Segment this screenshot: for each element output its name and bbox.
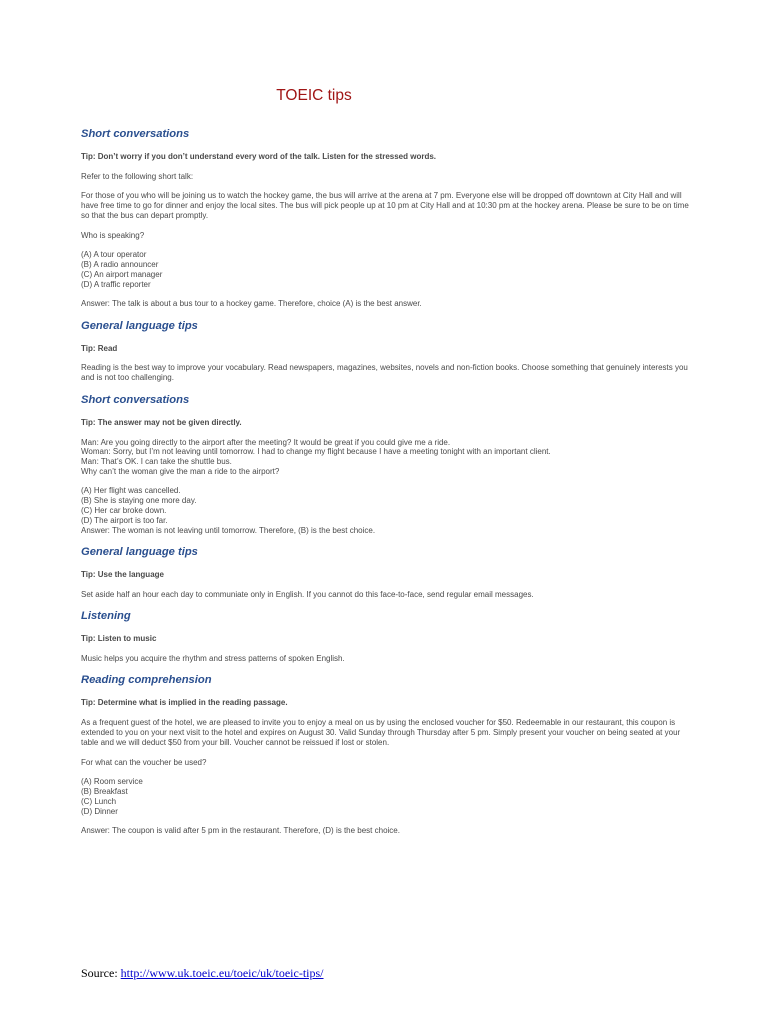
passage-text: As a frequent guest of the hotel, we are pleased to invite you to enjoy a meal on us by using the enclosed voucher for $50. Redeemable in our restaurant, this coupon is extended to you on your next visit to the hotel and expires on August 30. Valid Sunday through Thursday after 5 pm. Simply present your voucher on being seated at your table and we will deduct $50 from your bill. Voucher cannot be reissued if lost or stolen. xyxy=(81,718,681,748)
question-text: For what can the voucher be used? xyxy=(81,757,207,767)
body-text: Music helps you acquire the rhythm and stress patterns of spoken English. xyxy=(81,653,345,663)
source-link[interactable]: http://www.uk.toeic.eu/toeic/uk/toeic-tips/ xyxy=(120,966,324,980)
tip-text: Tip: Don’t worry if you don’t understand every word of the talk. Listen for the stressed words. xyxy=(81,152,437,161)
passage-text: For those of you who will be joining us to watch the hockey game, the bus will arrive at the arena at 7 pm. Everyone else will be dropped off downtown at City Hall and will have free time to go for dinner and enjoy the local sites. The bus will pick people up at 10 pm at City Hall and at 10:30 pm at the hockey arena. Please be sure to be on time so that the bus can depart promptly. xyxy=(81,191,689,221)
tip-text: Tip: Determine what is implied in the reading passage. xyxy=(81,698,288,708)
section-heading: General language tips xyxy=(81,319,198,332)
dialogue-line: Man: Are you going directly to the airport after the meeting? It would be great if you could give me a ride. xyxy=(81,437,451,447)
answer-text: Answer: The woman is not leaving until tomorrow. Therefore, (B) is the best choice. xyxy=(81,525,376,535)
dialogue-line: Man: That’s OK. I can take the shuttle bus. xyxy=(81,457,232,467)
section-heading: Listening xyxy=(81,610,131,623)
section-heading: Short conversations xyxy=(81,128,190,140)
option-item: (B) A radio announcer xyxy=(81,260,159,270)
option-item: (A) Her flight was cancelled. xyxy=(81,486,181,496)
option-item: (C) Lunch xyxy=(81,796,117,806)
tip-text: Tip: Use the language xyxy=(81,570,164,580)
option-item: (D) Dinner xyxy=(81,806,118,816)
section-heading: Short conversations xyxy=(81,393,190,406)
section-short-conversations-2 xyxy=(81,393,695,536)
dialogue-line: Why can’t the woman give the man a ride to the airport? xyxy=(81,466,280,476)
dialogue-line: Woman: Sorry, but I’m not leaving until tomorrow. I had to change my flight because I have a meeting tonight with an important client. xyxy=(81,447,551,457)
section-heading: General language tips xyxy=(81,546,198,559)
page-title: TOEIC tips xyxy=(276,87,352,104)
answer-text: Answer: The talk is about a bus tour to a hockey game. Therefore, choice (A) is the best answer. xyxy=(81,299,422,309)
options-list xyxy=(81,486,695,525)
question-text: Who is speaking? xyxy=(81,230,145,240)
section-general-language-tips-2 xyxy=(81,545,695,600)
answer-text: Answer: The coupon is valid after 5 pm in the restaurant. Therefore, (D) is the best choice. xyxy=(81,826,400,836)
source-line xyxy=(81,966,324,981)
option-item: (A) A tour operator xyxy=(81,250,147,260)
options-list xyxy=(81,250,695,289)
option-item: (B) She is staying one more day. xyxy=(81,496,197,506)
option-item: (D) A traffic reporter xyxy=(81,279,151,289)
section-short-conversations-1 xyxy=(81,127,695,309)
section-heading: Reading comprehension xyxy=(81,674,212,687)
intro-text: Refer to the following short talk: xyxy=(81,171,194,181)
tip-text: Tip: Read xyxy=(81,343,118,353)
source-label: Source: xyxy=(81,966,121,980)
tip-text: Tip: The answer may not be given directly. xyxy=(81,417,242,427)
option-item: (D) The airport is too far. xyxy=(81,515,168,525)
section-listening xyxy=(81,609,695,664)
option-item: (B) Breakfast xyxy=(81,787,128,797)
document-body xyxy=(81,127,695,846)
body-text: Set aside half an hour each day to communiate only in English. If you cannot do this face-to-face, send regular email messages. xyxy=(81,589,534,599)
body-text: Reading is the best way to improve your vocabulary. Read newspapers, magazines, websites, novels and non-fiction books. Choose something that genuinely interests you and is not too challenging. xyxy=(81,363,688,383)
option-item: (C) An airport manager xyxy=(81,269,163,279)
section-general-language-tips-1 xyxy=(81,319,695,384)
options-list xyxy=(81,777,695,816)
option-item: (A) Room service xyxy=(81,777,143,787)
dialogue xyxy=(81,438,695,477)
section-reading-comprehension xyxy=(81,673,695,836)
tip-text: Tip: Listen to music xyxy=(81,634,157,644)
option-item: (C) Her car broke down. xyxy=(81,505,167,515)
